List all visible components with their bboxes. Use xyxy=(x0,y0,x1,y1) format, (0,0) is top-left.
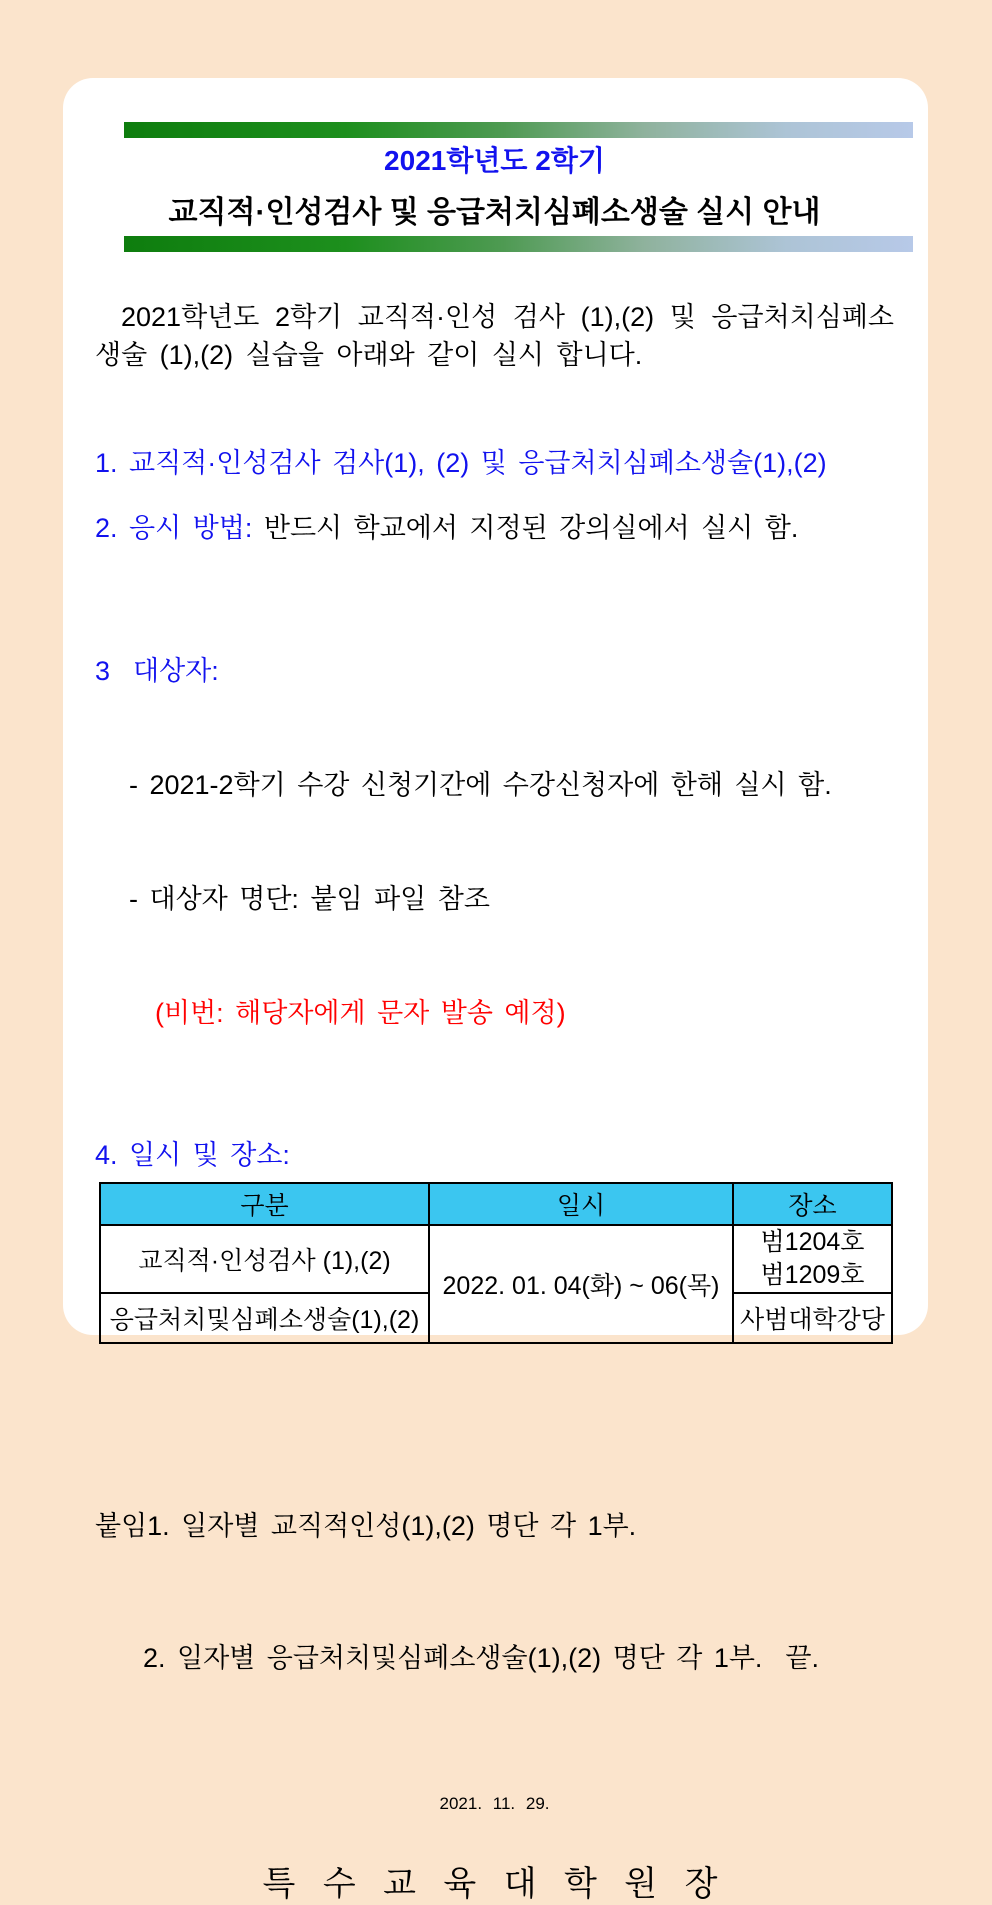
cell-category-2: 응급처치및심폐소생술(1),(2) xyxy=(100,1293,429,1343)
cell-location-1 xyxy=(733,1225,892,1293)
section-3-subitem-2: - 대상자 명단: 붙임 파일 참조 xyxy=(129,884,490,914)
location-line-2: 범1209호 xyxy=(760,1261,865,1289)
table-header-location: 장소 xyxy=(733,1183,892,1225)
term-title: 2021학년도 2학기 xyxy=(384,145,605,176)
notice-title: 교직적·인성검사 및 응급처치심폐소생술 실시 안내 xyxy=(168,196,821,229)
section-2-text: 반드시 학교에서 지정된 강의실에서 실시 함. xyxy=(263,513,799,543)
table-header-datetime: 일시 xyxy=(429,1183,733,1225)
notice-card xyxy=(63,78,928,1903)
header-gradient-bar-top xyxy=(124,122,913,138)
header-gradient-bar-bottom xyxy=(124,236,913,252)
cell-datetime-merged: 2022. 01. 04(화) ~ 06(목) xyxy=(429,1225,733,1343)
table-row xyxy=(100,1225,892,1293)
attachment-line-2: 2. 일자별 응급처치및심폐소생술(1),(2) 명단 각 1부. 끝. xyxy=(143,1643,820,1673)
section-1-heading: 1. 교직적·인성검사 검사(1), (2) 및 응급처치심폐소생술(1),(2) xyxy=(95,448,827,478)
section-2-label: 2. 응시 방법: xyxy=(95,513,264,543)
cell-category-1: 교직적·인성검사 (1),(2) xyxy=(100,1225,429,1293)
section-3-red-note: (비번: 해당자에게 문자 발송 예정) xyxy=(155,998,566,1028)
section-2 xyxy=(95,509,894,547)
attachments-block xyxy=(95,1416,894,1768)
section-3 xyxy=(95,576,894,1108)
location-line-1: 범1204호 xyxy=(760,1228,865,1256)
attachment-line-1: 붙임1. 일자별 교직적인성(1),(2) 명단 각 1부. xyxy=(95,1511,637,1541)
intro-paragraph: 2021학년도 2학기 교직적·인성 검사 (1),(2) 및 응급처치심폐소생술 (1),(2) 실습을 아래와 같이 실시 합니다. xyxy=(95,302,894,370)
schedule-table xyxy=(99,1182,893,1344)
section-4-heading: 4. 일시 및 장소: xyxy=(95,1140,290,1170)
cell-location-2: 사범대학강당 xyxy=(733,1293,892,1343)
section-3-label: 3 대상자: xyxy=(95,656,219,686)
issue-date: 2021. 11. 29. xyxy=(439,1794,550,1813)
section-3-subitem-1: - 2021-2학기 수강 신청기간에 수강신청자에 한해 실시 함. xyxy=(129,770,832,800)
table-header-row xyxy=(100,1183,892,1225)
table-header-category: 구분 xyxy=(100,1183,429,1225)
signature-title: 특 수 교 육 대 학 원 장 xyxy=(262,1865,727,1903)
